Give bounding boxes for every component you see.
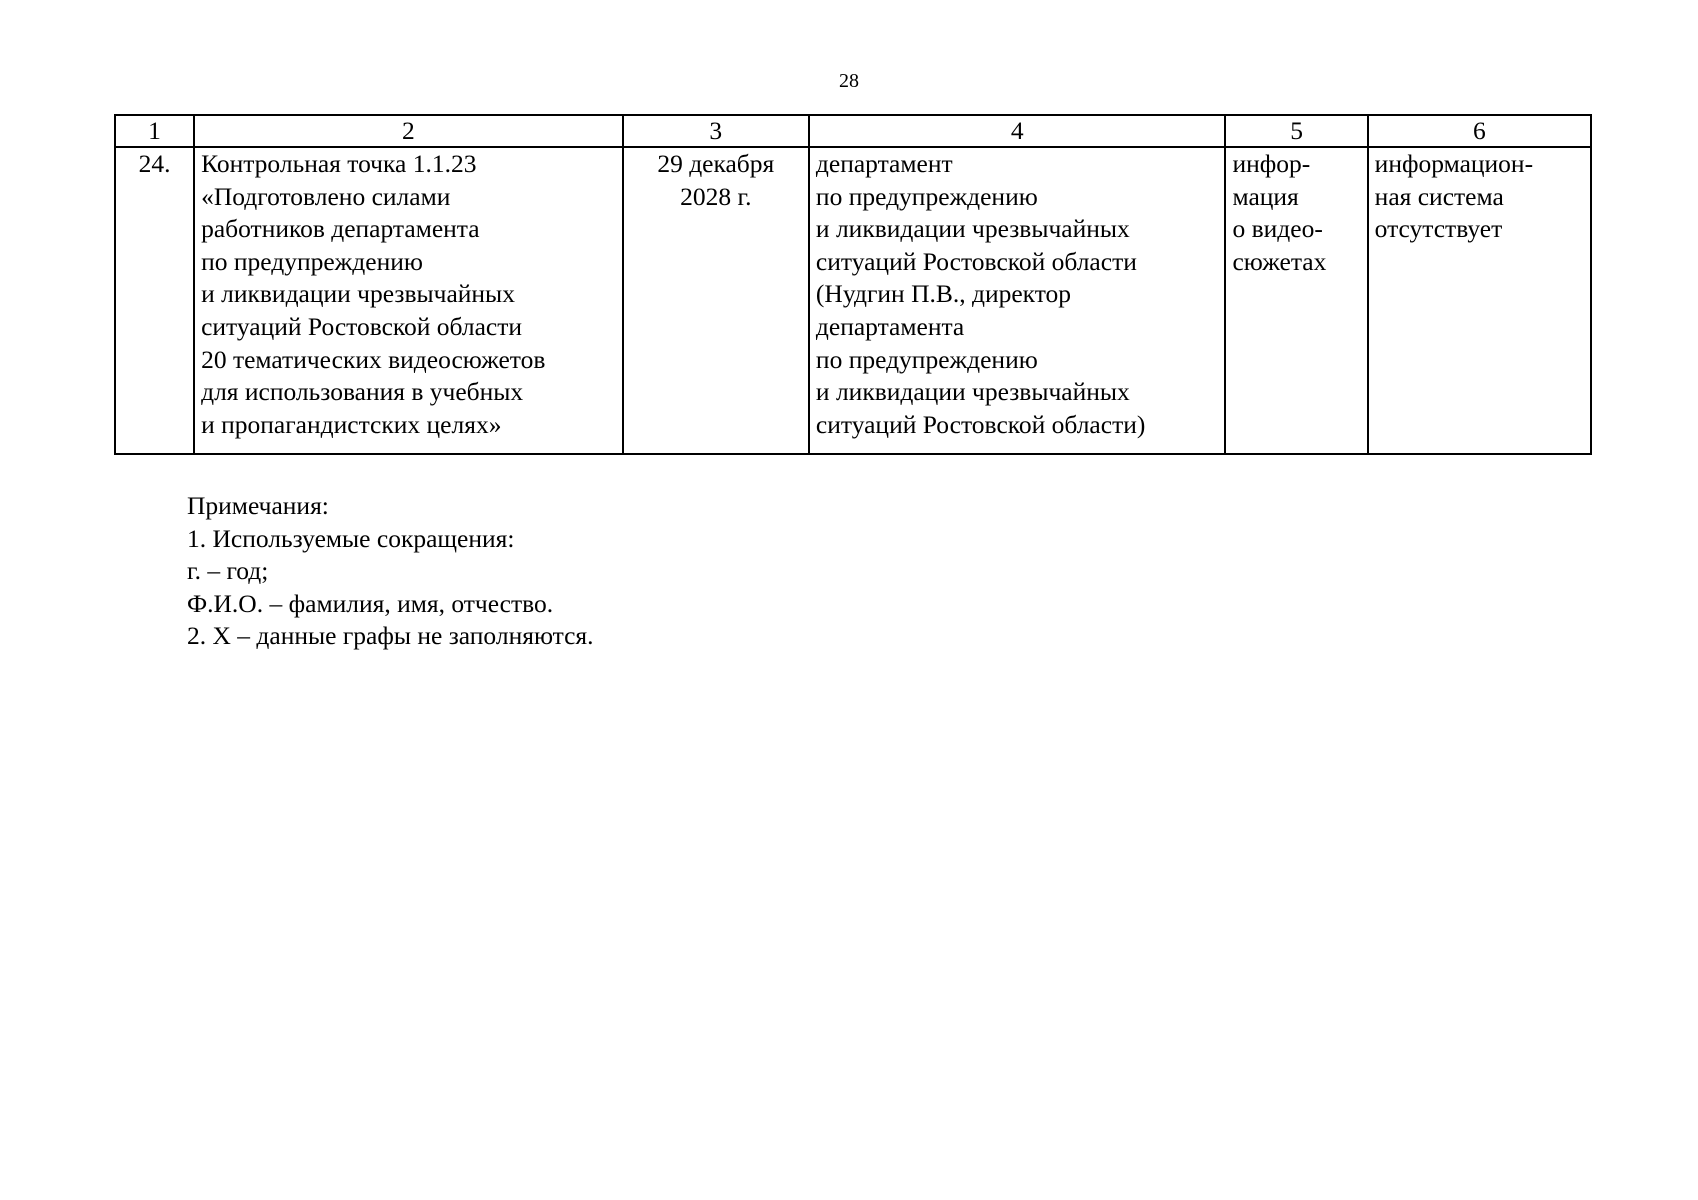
page-number: 28	[839, 70, 859, 92]
row-responsible: департамент по предупреждению и ликвидации чрезвычайных ситуаций Ростовской области (Нудгин П.В., директор департамента по предупреждению и ликвидации чрезвычайных ситуаций Ростовской области)	[809, 147, 1226, 454]
row-number: 24.	[115, 147, 194, 454]
table-header-row	[115, 115, 1591, 147]
column-header-1: 1	[115, 115, 194, 147]
row-information-system: информацион- ная система отсутствует	[1368, 147, 1591, 454]
note-line: Ф.И.О. – фамилия, имя, отчество.	[187, 588, 554, 618]
notes-title: Примечания:	[187, 491, 329, 520]
row-description: Контрольная точка 1.1.23 «Подготовлено силами работников департамента по предупреждению и ликвидации чрезвычайных ситуаций Ростовской области 20 тематических видеосюжетов для использования в учебных и пропагандистских целях»	[194, 147, 623, 454]
note-line: г. – год;	[187, 556, 269, 586]
table-row	[115, 147, 1591, 454]
column-header-3: 3	[623, 115, 809, 147]
column-header-6: 6	[1368, 115, 1591, 147]
control-points-table	[114, 114, 1592, 455]
column-header-5: 5	[1225, 115, 1367, 147]
column-header-2: 2	[194, 115, 623, 147]
note-line: 1. Используемые сокращения:	[187, 523, 515, 553]
column-header-4: 4	[809, 115, 1226, 147]
row-document: инфор- мация о видео- сюжетах	[1225, 147, 1367, 454]
row-date: 29 декабря 2028 г.	[623, 147, 809, 454]
note-line: 2. Х – данные графы не заполняются.	[187, 621, 594, 651]
notes-section	[187, 490, 594, 653]
